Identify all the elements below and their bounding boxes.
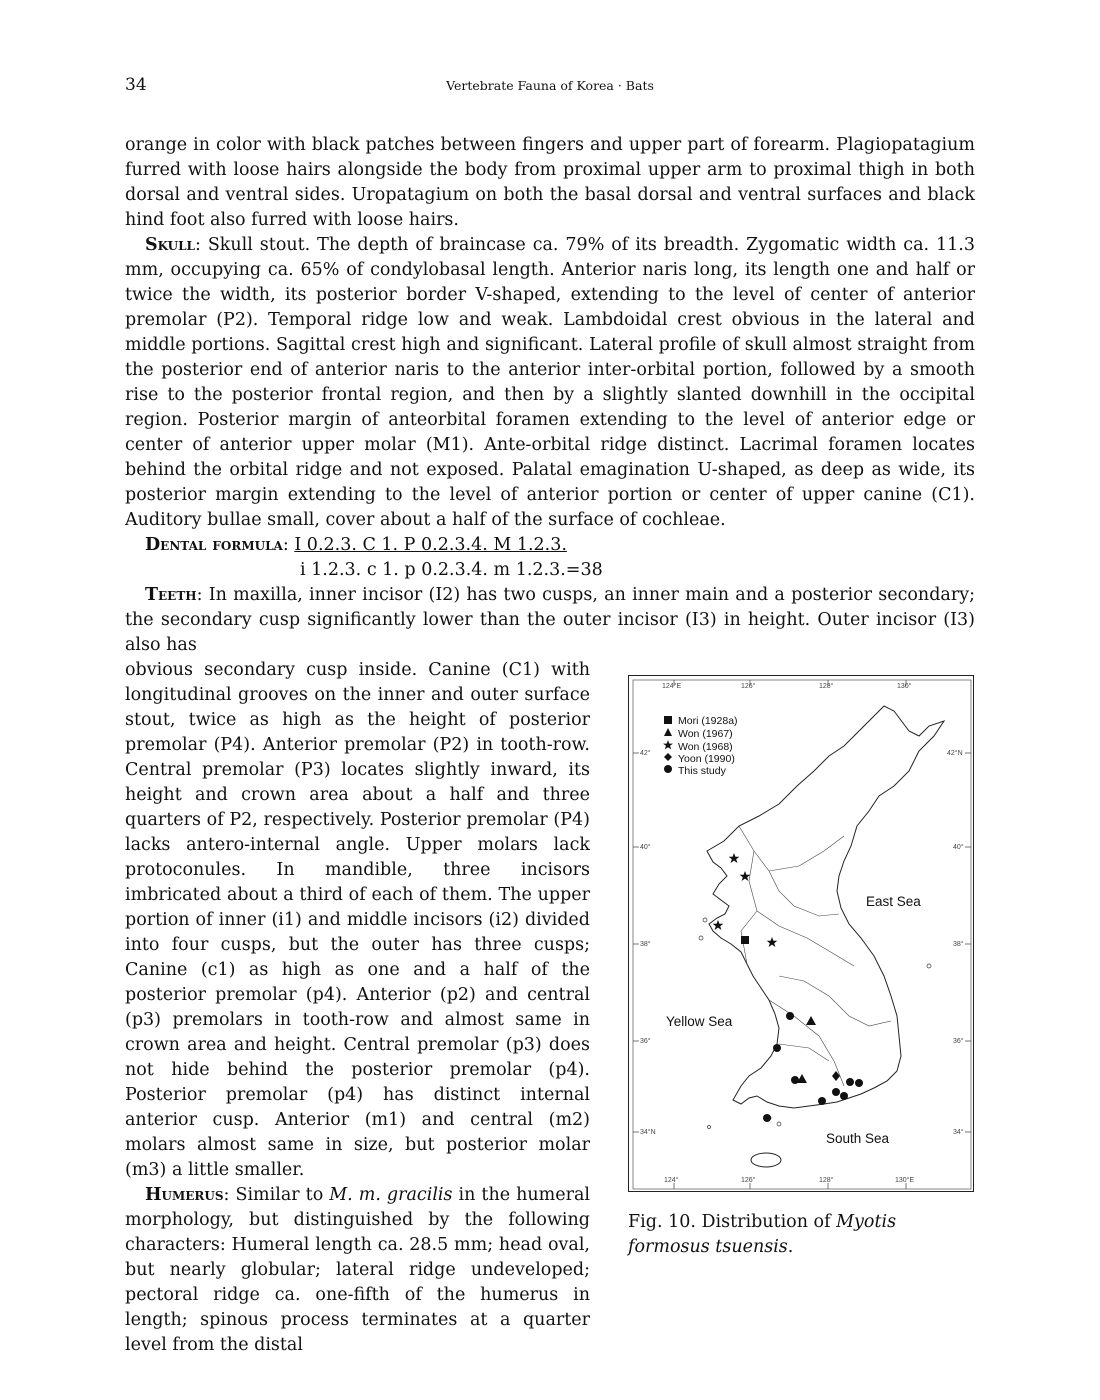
tick-left-3: 38° bbox=[640, 941, 651, 948]
tick-left-4: 36° bbox=[640, 1038, 651, 1045]
tick-bottom-4: 130°E bbox=[895, 1177, 915, 1184]
jeju-island bbox=[751, 1153, 781, 1167]
figure-caption: Fig. 10. Distribution of Myotis formosus tsuensis. bbox=[628, 1212, 897, 1257]
heading-dental-formula: Dental formula bbox=[145, 535, 283, 555]
marker-triangle-won-1967 bbox=[806, 1016, 816, 1025]
marker-circle-this-study bbox=[763, 1114, 771, 1122]
tick-right-2: 40° bbox=[953, 844, 964, 851]
distribution-map bbox=[628, 675, 974, 1192]
tick-top-2: 126° bbox=[741, 683, 756, 690]
skull-description: : Skull stout. The depth of braincase ca. 79% of its breadth. Zygomatic width ca. 11.3 mm, occupying ca. 65% of condylobasal length. Anterior naris long, its length one and half or twice the width, its posterior border V-shaped, extending to the level of center of anterior premolar (P2). Temporal ridge low and weak. Lambdoidal crest obvious in the lateral and middle portions. Sagittal crest high and significant. Lateral profile of skull almost straight from the posterior end of anterior naris to the anterior inter-orbital portion, followed by a smooth rise to the posterior frontal region, and then by a slightly slanted downhill in the occipital region. Posterior margin of anteorbital foramen extending to the level of anterior edge or center of anterior upper molar (M1). Ante-orbital ridge distinct. Lacrimal foramen locates behind the orbital ridge and not exposed. Palatal emagination U-shaped, as deep as wide, its posterior margin extending to the level of anterior portion or center of upper canine (C1). Auditory bullae small, cover about a half of the surface of cochleae. bbox=[125, 235, 975, 530]
paragraph-skull bbox=[125, 233, 975, 533]
marker-circle-this-study bbox=[791, 1076, 799, 1084]
paragraph-teeth-continued: obvious secondary cusp inside. Canine (C1) with longitudinal grooves on the inner and outer surface stout, twice as high as the height of posterior premolar (P4). Anterior premolar (P2) in tooth-row. Central premolar (P3) locates slightly inward, its height and crown area about a half and three quarters of P2, respectively. Posterior premolar (P4) lacks antero-internal angle. Upper molars lack protoconules. In mandible, three incisors imbricated about a third of each of them. The upper portion of inner (i1) and middle incisors (i2) divided into four cusps, but the outer has three cusps; Canine (c1) as high as one and a half of the posterior premolar (p4). Anterior (p2) and central (p3) premolars in tooth-row and almost same in crown area and height. Central premolar (p3) does not hide behind the posterior premolar (p4). Posterior premolar (p4) has distinct internal anterior cusp. Anterior (m1) and central (m2) molars almost same in size, but posterior molar (m3) a little smaller. bbox=[125, 660, 590, 1180]
legend-label-won-1967: Won (1967) bbox=[678, 728, 733, 740]
dental-formula-lower: i 1.2.3. c 1. p 0.2.3.4. m 1.2.3.=38 bbox=[300, 560, 603, 580]
marker-star-won-1968 bbox=[729, 853, 740, 863]
marker-star-won-1968 bbox=[740, 871, 751, 881]
legend-diamond-symbol bbox=[664, 753, 672, 761]
heading-teeth: Teeth bbox=[145, 585, 197, 605]
tick-left-2: 40° bbox=[640, 844, 651, 851]
tick-bottom-1: 124° bbox=[664, 1177, 679, 1184]
label-south-sea: South Sea bbox=[826, 1131, 890, 1146]
marker-circle-this-study bbox=[773, 1044, 781, 1052]
tick-left-1: 42° bbox=[640, 750, 651, 757]
tick-right-3: 38° bbox=[953, 941, 964, 948]
page-number: 34 bbox=[125, 75, 147, 95]
paragraph-wing-color: orange in color with black patches between fingers and upper part of forearm. Plagiopatagium furred with loose hairs alongside the body from proximal upper arm to proximal thigh in both dorsal and ventral sides. Uropatagium on both the basal dorsal and ventral surfaces and black hind foot also furred with loose hairs. bbox=[125, 135, 975, 230]
tick-top-3: 128° bbox=[819, 683, 834, 690]
tick-right-4: 36° bbox=[953, 1038, 964, 1045]
marker-square-mori bbox=[741, 936, 749, 944]
legend-label-mori: Mori (1928a) bbox=[678, 715, 738, 727]
humerus-description: in the humeral morphology, but distinguished by the following characters: Humeral length ca. 28.5 mm; head oval, but nearly globular; lateral ridge undeveloped; pectoral ridge ca. one-fifth of the humerus in length; spinous process terminates at a quarter level from the distal bbox=[125, 1185, 590, 1355]
heading-humerus: Humerus bbox=[145, 1185, 224, 1205]
humerus-taxon: M. m. gracilis bbox=[329, 1185, 453, 1205]
legend-square-symbol bbox=[664, 716, 672, 724]
map-legend bbox=[663, 715, 738, 777]
dental-formula: Dental formula: I 0.2.3. C 1. P 0.2.3.4. M 1.2.3. i 1.2.3. c 1. p 0.2.3.4. m 1.2.3.=38 bbox=[125, 533, 975, 583]
province-boundaries bbox=[739, 826, 891, 1086]
marker-circle-this-study bbox=[818, 1097, 826, 1105]
marker-circle-this-study bbox=[855, 1079, 863, 1087]
legend-triangle-symbol bbox=[664, 728, 672, 736]
marker-circle-this-study bbox=[846, 1078, 854, 1086]
marker-circle-this-study bbox=[832, 1088, 840, 1096]
marker-star-won-1968 bbox=[767, 937, 778, 947]
legend-label-won-1968: Won (1968) bbox=[678, 741, 733, 753]
label-yellow-sea: Yellow Sea bbox=[666, 1014, 733, 1029]
running-title: Vertebrate Fauna of Korea · Bats bbox=[446, 78, 654, 93]
tick-bottom-2: 126° bbox=[741, 1177, 756, 1184]
marker-circle-this-study bbox=[840, 1092, 848, 1100]
label-east-sea: East Sea bbox=[866, 894, 921, 909]
legend-star-symbol bbox=[663, 740, 673, 749]
dental-formula-upper: I 0.2.3. C 1. P 0.2.3.4. M 1.2.3. bbox=[294, 535, 567, 555]
teeth-description-full: : In maxilla, inner incisor (I2) has two cusps, an inner main and a posterior secondary; the secondary cusp significantly lower than the outer incisor (I3) in height. Outer incisor (I3) also has bbox=[125, 585, 975, 655]
tick-right-5: 34° bbox=[953, 1129, 964, 1136]
legend-circle-symbol bbox=[664, 765, 672, 773]
map-svg bbox=[629, 676, 975, 1193]
tick-top-1: 124°E bbox=[662, 683, 682, 690]
tick-left-5: 34°N bbox=[640, 1129, 656, 1136]
heading-skull: Skull bbox=[145, 235, 195, 255]
legend-label-this-study: This study bbox=[678, 765, 726, 777]
tick-top-4: 130° bbox=[897, 683, 912, 690]
marker-star-won-1968 bbox=[713, 920, 724, 930]
caption-taxon: Myotis formosus tsuensis bbox=[628, 1212, 897, 1257]
paragraph-humerus: Humerus: Similar to M. m. gracilis in the humeral morphology, but distinguished by the following characters: Humeral length ca. 28.5 mm; head oval, but nearly globular; lateral ridge undeveloped; pectoral ridge ca. one-fifth of the humerus in length; spinous process terminates at a quarter level from the distal bbox=[125, 1185, 590, 1355]
legend-label-yoon: Yoon (1990) bbox=[678, 753, 735, 765]
paragraph-teeth-intro bbox=[125, 583, 975, 658]
occurrence-markers bbox=[713, 853, 863, 1122]
marker-circle-this-study bbox=[786, 1012, 794, 1020]
tick-right-1: 42°N bbox=[947, 750, 963, 757]
tick-bottom-3: 128° bbox=[819, 1177, 834, 1184]
